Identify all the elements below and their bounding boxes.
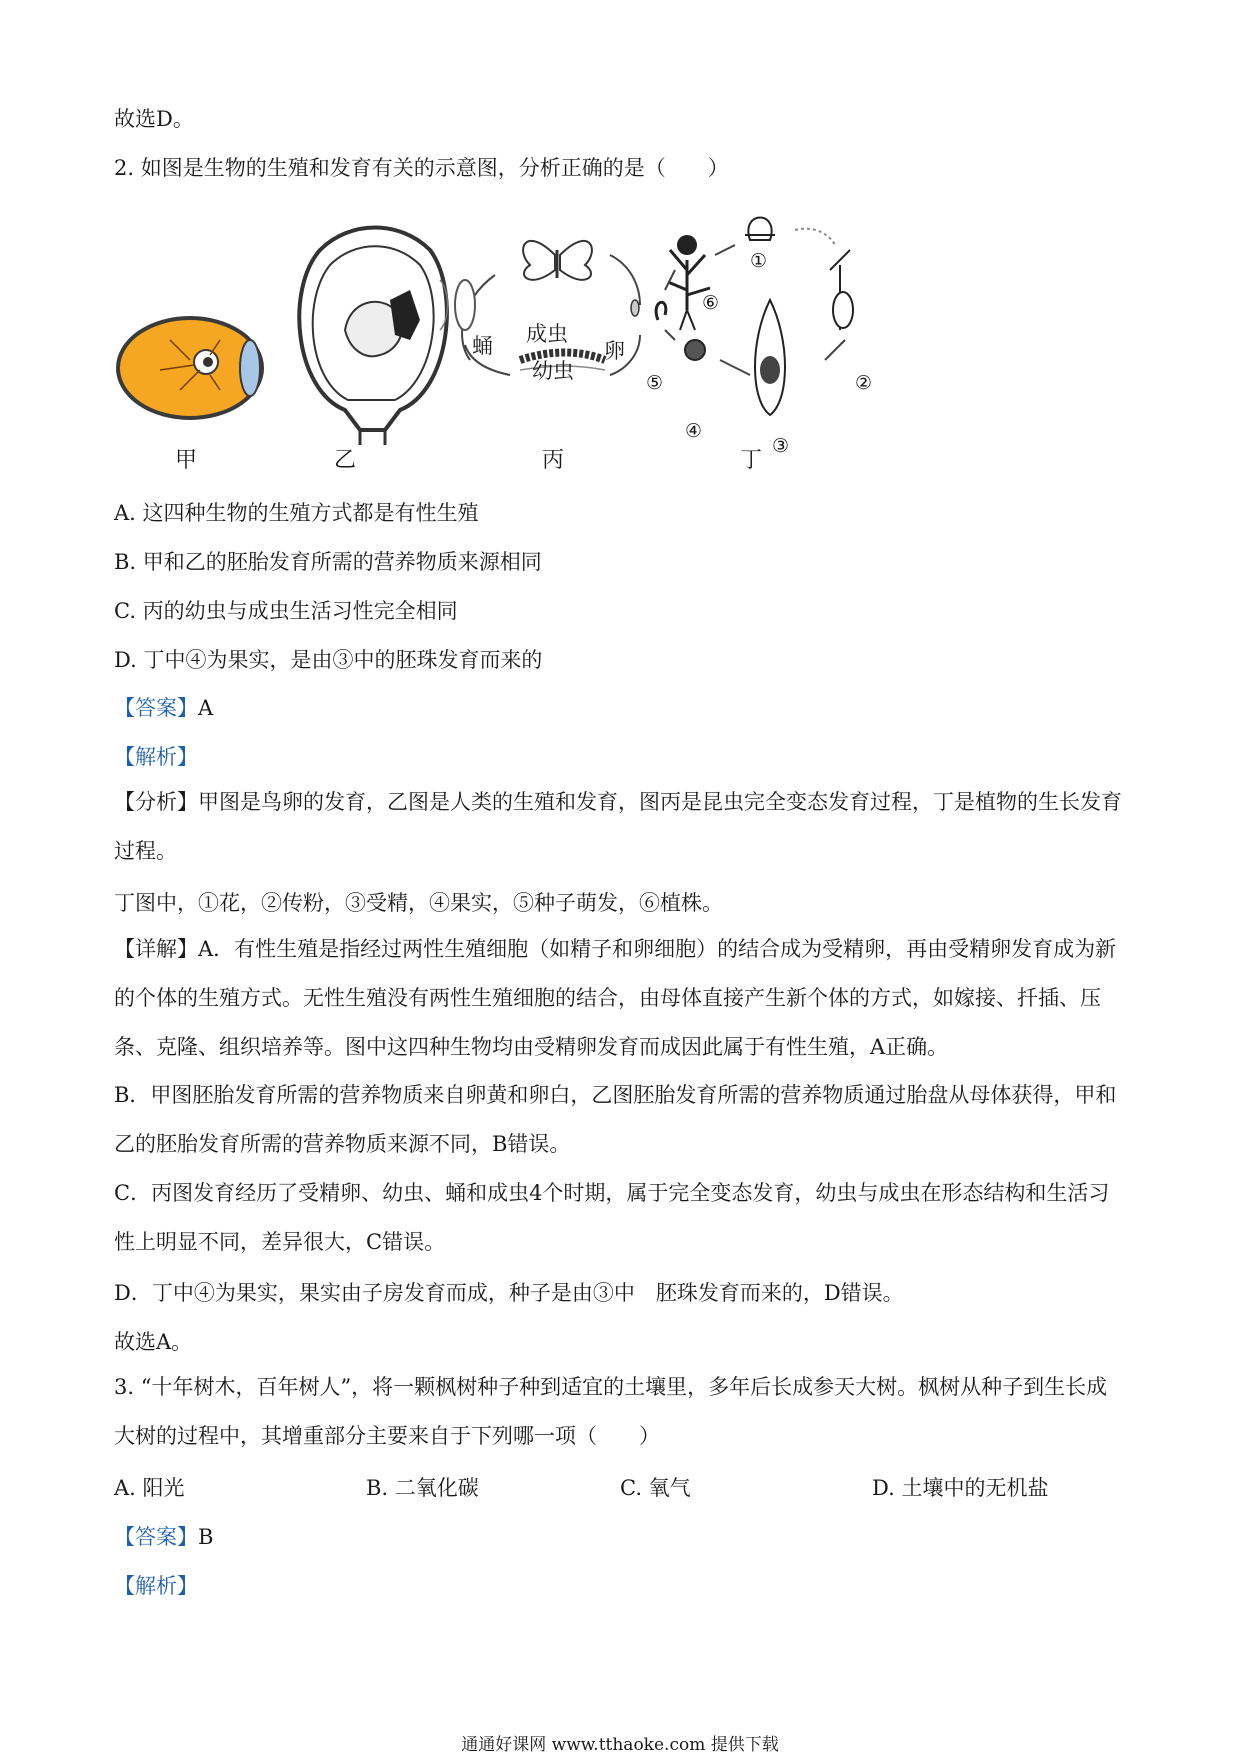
detail-a-text: A．有性生殖是指经过两性生殖细胞（如精子和卵细胞）的结合成为受精卵，再由受精卵发育成为新的个体的生殖方式。无性生殖没有两性生殖细胞的结合，由母体直接产生新个体的方式，如嫁接、扦插、压条、克隆、组织培养等。图中这四种生物均由受精卵发育而成因此属于有性生殖，A正确。 <box>114 937 1117 1059</box>
q2-detail-b: B．甲图胚胎发育所需的营养物质来自卵黄和卵白，乙图胚胎发育所需的营养物质通过胎盘从母体获得，甲和乙的胚胎发育所需的营养物质来源不同，B错误。 <box>114 1083 1117 1156</box>
q3-option-b: B. 二氧化碳 <box>366 1476 479 1500</box>
q2-figure <box>110 210 990 480</box>
marker-1: ① <box>750 250 768 272</box>
q3-option-a: A. 阳光 <box>114 1476 185 1500</box>
q2-detail-a <box>114 925 1124 1072</box>
marker-4: ④ <box>685 420 703 442</box>
marker-5: ⑤ <box>646 372 664 394</box>
stage-egg: 卵 <box>604 339 625 363</box>
detail-tag: 【详解】 <box>114 937 198 961</box>
answer-value: A <box>198 696 214 720</box>
q3-answer-value: B <box>198 1525 214 1549</box>
q3-analysis-tag-line <box>114 1571 198 1601</box>
stage-pupa: 蛹 <box>472 334 493 358</box>
figure-label-yi: 乙 <box>334 448 357 473</box>
q2-answer-line <box>114 693 213 723</box>
figure-label-ding: 丁 <box>740 448 763 473</box>
q2-option-b: B. 甲和乙的胚胎发育所需的营养物质来源相同 <box>114 550 542 574</box>
q2-option-a: A. 这四种生物的生殖方式都是有性生殖 <box>114 501 479 525</box>
bird-egg-illustration <box>118 318 262 418</box>
figure-label-jia: 甲 <box>175 448 198 473</box>
analysis-tag: 【解析】 <box>114 745 198 769</box>
marker-6: ⑥ <box>702 292 720 314</box>
q3-stem: 3. “十年树木，百年树人”，将一颗枫树种子种到适宜的土壤里，多年后长成参天大树。枫树从种子到生长成大树的过程中，其增重部分主要来自于下列哪一项（ ） <box>114 1375 1108 1448</box>
q2-conclusion: 故选A。 <box>114 1330 193 1354</box>
q2-stem: 2. 如图是生物的生殖和发育有关的示意图，分析正确的是（ ） <box>114 156 729 180</box>
q3-answer-line <box>114 1522 213 1552</box>
stage-larva: 幼虫 <box>532 359 574 383</box>
prev-conclusion: 故选D。 <box>114 107 194 131</box>
analysis-intro-text: 甲图是鸟卵的发育，乙图是人类的生殖和发育，图丙是昆虫完全变态发育过程，丁是植物的生长发育过程。 <box>114 790 1122 863</box>
q3-answer-tag: 【答案】 <box>114 1525 198 1549</box>
q2-detail-c: C．丙图发育经历了受精卵、幼虫、蛹和成虫4个时期，属于完全变态发育，幼虫与成虫在形态结构和生活习性上明显不同，差异很大，C错误。 <box>114 1181 1110 1254</box>
q2-detail-d: D．丁中④为果实，果实由子房发育而成，种子是由③中 胚珠发育而来的，D错误。 <box>114 1281 904 1305</box>
q2-ding-explain: 丁图中，①花，②传粉，③受精，④果实，⑤种子萌发，⑥植株。 <box>114 891 723 915</box>
q2-analysis-intro <box>114 778 1124 876</box>
q2-option-d: D. 丁中④为果实，是由③中的胚珠发育而来的 <box>114 648 543 672</box>
q3-analysis-tag: 【解析】 <box>114 1574 198 1598</box>
answer-tag: 【答案】 <box>114 696 198 720</box>
figure-label-bing: 丙 <box>542 448 565 473</box>
page-footer: 通通好课网 www.tthaoke.com 提供下载 <box>461 1735 779 1755</box>
stage-adult: 成虫 <box>526 322 568 346</box>
marker-3: ③ <box>772 435 790 457</box>
q3-option-c: C. 氧气 <box>620 1476 691 1500</box>
q2-analysis-tag-line <box>114 742 198 772</box>
q3-option-d: D. 土壤中的无机盐 <box>872 1476 1049 1500</box>
human-embryo-illustration <box>299 228 447 446</box>
analysis-intro-tag: 【分析】 <box>114 790 198 814</box>
marker-2: ② <box>855 372 873 394</box>
plant-cycle-illustration <box>656 218 853 416</box>
q2-option-c: C. 丙的幼虫与成虫生活习性完全相同 <box>114 599 458 623</box>
